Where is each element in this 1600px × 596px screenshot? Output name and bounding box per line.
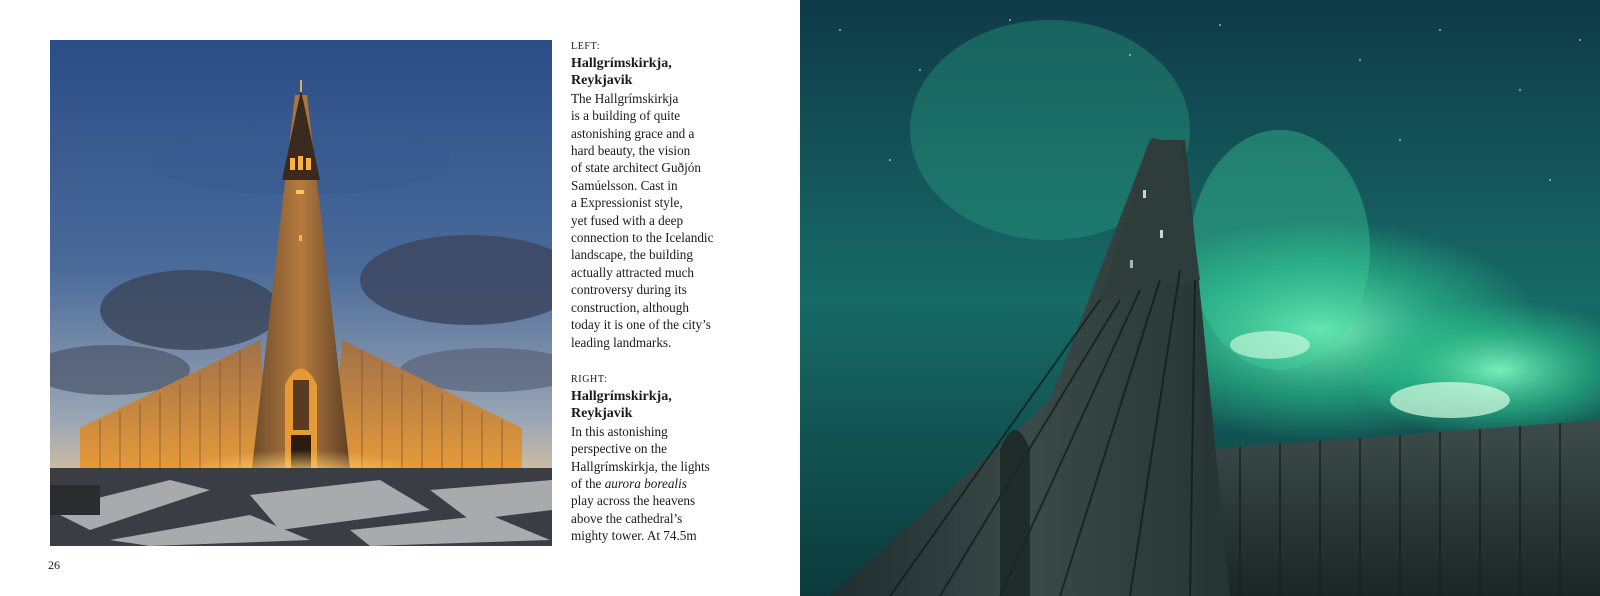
caption-title	[571, 388, 761, 423]
church-dusk-photo	[50, 40, 552, 546]
aurora-church-photo	[800, 0, 1600, 596]
left-photo-caption	[571, 40, 761, 351]
caption-title-line: Hallgrímskirkja,	[571, 389, 672, 404]
caption-body-line: mighty tower. At 74.5m	[571, 528, 697, 544]
caption-title-line: Hallgrímskirkja,	[571, 56, 672, 71]
caption-title-line: Reykjavik	[571, 406, 633, 422]
caption-body-line: above the cathedral’s	[571, 510, 683, 526]
caption-body-line: play across the heavens	[571, 493, 696, 509]
caption-title	[571, 55, 761, 90]
caption-text: of the	[571, 476, 605, 492]
page-number: 26	[48, 558, 60, 572]
caption-position-label: RIGHT:	[571, 374, 608, 385]
caption-body-line: Hallgrímskirkja, the lights	[571, 458, 710, 474]
caption-italic-term: aurora borealis	[604, 476, 687, 492]
caption-body	[571, 423, 761, 545]
caption-body-line	[571, 475, 761, 492]
caption-body-line: In this astonishing	[571, 423, 668, 439]
caption-body: The Hallgrímskirkja is a building of quite astonishing grace and a hard beauty, the vision of state architect Guðjón Samúelsson. Cast in a Expressionist style, yet fused with a deep connection to the Icelandic landscape, the building actually attracted much controversy during its construction, although today it is one of the city’s leading landmarks.	[571, 90, 714, 350]
right-photo-caption	[571, 373, 761, 545]
caption-title-line: Reykjavik	[571, 73, 633, 89]
caption-body-line: perspective on the	[571, 441, 667, 457]
caption-position-label: LEFT:	[571, 41, 601, 52]
